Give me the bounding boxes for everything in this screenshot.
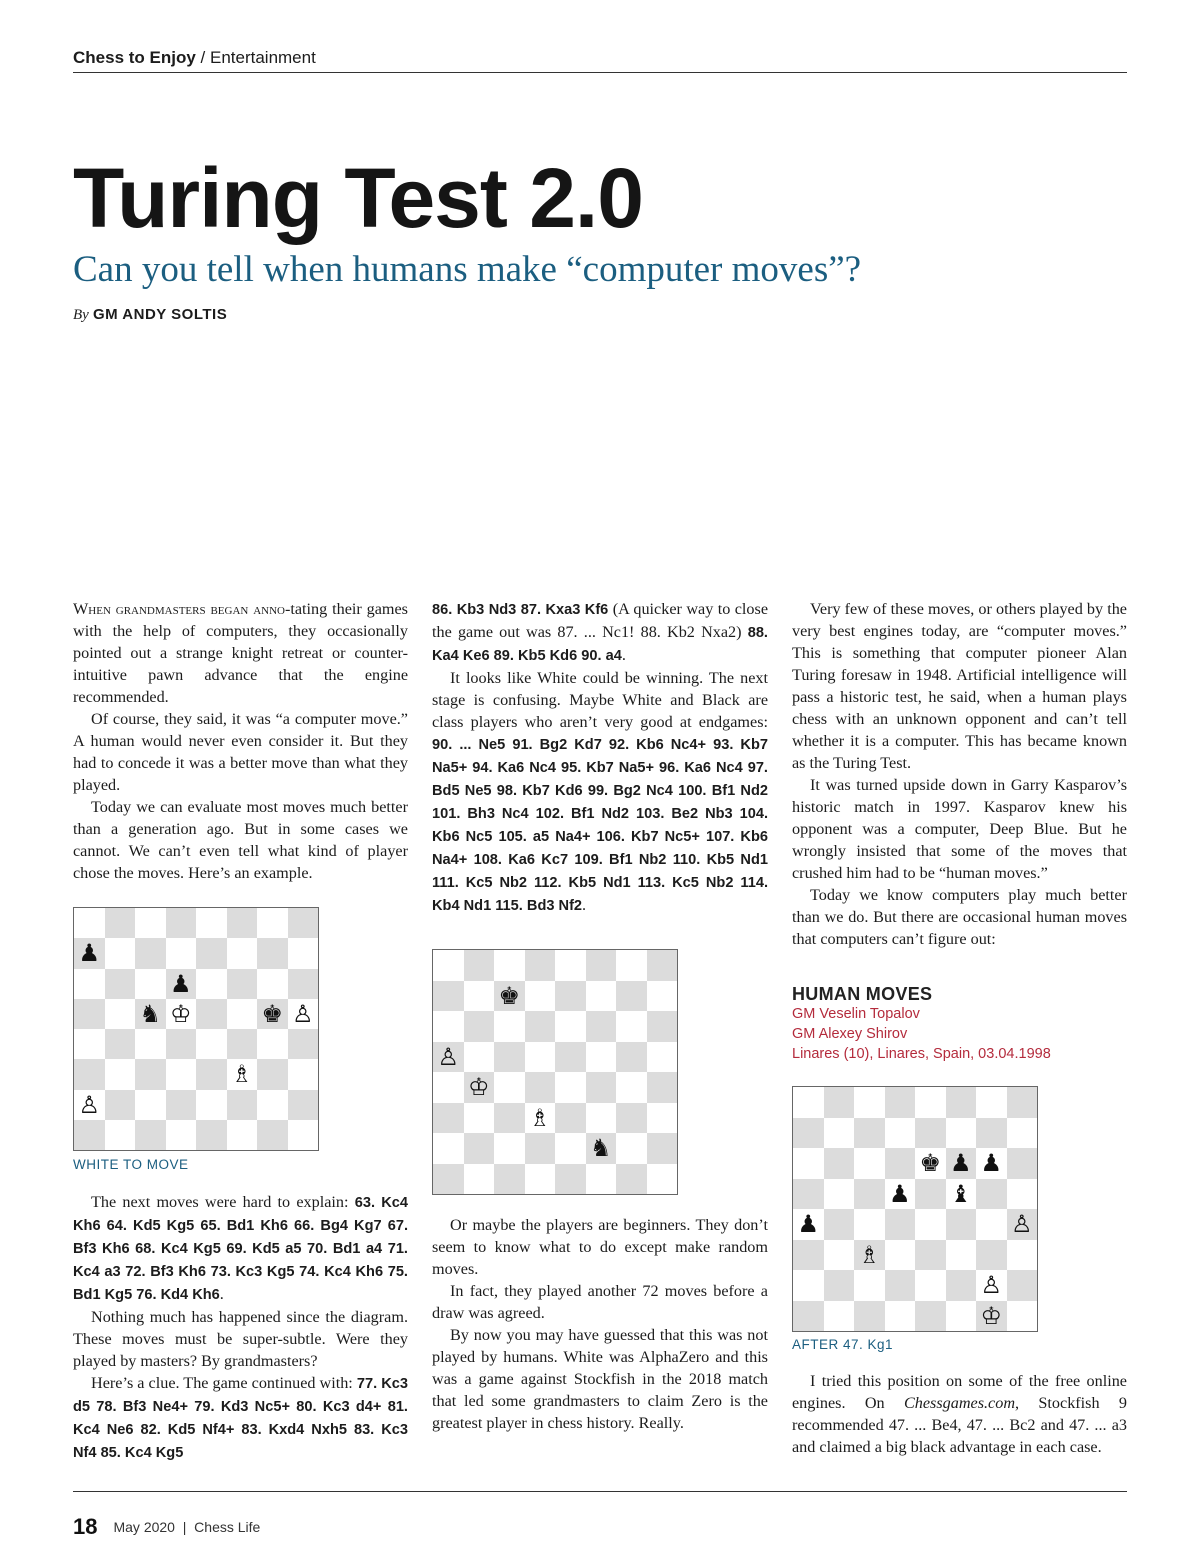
board-square	[824, 1118, 855, 1149]
board-square	[946, 1087, 977, 1118]
board-square	[586, 1042, 617, 1073]
board-square	[525, 950, 556, 981]
white-bishop-icon: ♗	[528, 1103, 551, 1132]
board-square	[525, 981, 556, 1012]
magazine-name: Chess Life	[194, 1519, 261, 1535]
board-square	[74, 908, 105, 938]
paragraph-text: tating their games with the help of computers, they occasionally pointed out a strange knight retreat or counter-intuitive pawn advance that the engine recommended.	[73, 600, 408, 706]
black-pawn-icon: ♟	[797, 1210, 819, 1239]
board-square	[433, 1103, 464, 1134]
black-knight-icon: ♞	[589, 1134, 612, 1163]
white-king-icon: ♔	[169, 999, 192, 1028]
board-square	[196, 969, 227, 999]
board-square	[616, 1103, 647, 1134]
board-square	[854, 1148, 885, 1179]
board-square	[196, 1059, 227, 1089]
board-square	[494, 1133, 525, 1164]
board-square	[854, 1118, 885, 1149]
board-square	[976, 1270, 1007, 1301]
drop-caps-lead: When grandmasters began anno-	[73, 600, 291, 618]
board-square	[433, 981, 464, 1012]
board-square	[915, 1148, 946, 1179]
board-square	[915, 1179, 946, 1210]
column-1-continued	[73, 1191, 408, 1464]
black-king-icon: ♚	[919, 1149, 941, 1178]
board-square	[647, 1042, 678, 1073]
paragraph: Or maybe the players are beginners. They don’t seem to know what to do except make random moves.	[432, 1216, 768, 1278]
board-square	[1007, 1301, 1038, 1332]
category-name: Entertainment	[209, 48, 316, 67]
board-square	[166, 1029, 197, 1059]
white-pawn-icon: ♙	[980, 1271, 1002, 1300]
paragraph-text: Here’s a clue. The game continued with:	[91, 1374, 357, 1392]
board-square	[166, 999, 197, 1029]
board-square	[885, 1118, 916, 1149]
board-square	[227, 1059, 258, 1089]
website-name: Chessgames.com	[903, 1394, 1016, 1412]
board-square	[464, 950, 495, 981]
board-square	[946, 1240, 977, 1271]
board-square	[586, 981, 617, 1012]
board-square	[227, 938, 258, 968]
board-square	[257, 1029, 288, 1059]
board-square	[257, 969, 288, 999]
board-square	[555, 1072, 586, 1103]
board-square	[915, 1270, 946, 1301]
board-square	[555, 1103, 586, 1134]
paragraph	[792, 1370, 1127, 1458]
footer-rule	[73, 1491, 1127, 1492]
byline-prefix: By	[73, 307, 89, 323]
board-square	[824, 1301, 855, 1332]
board-square	[525, 1103, 556, 1134]
section-name: Chess to Enjoy	[73, 48, 196, 67]
board-square	[135, 1029, 166, 1059]
board-square	[647, 1164, 678, 1195]
board-square	[793, 1270, 824, 1301]
board-square	[135, 938, 166, 968]
board-square	[616, 1011, 647, 1042]
white-bishop-icon: ♗	[230, 1060, 253, 1089]
board-square	[885, 1179, 916, 1210]
paragraph	[73, 1191, 408, 1306]
black-pawn-icon: ♟	[78, 939, 100, 968]
article-title: Turing Test 2.0	[73, 151, 643, 245]
board-square	[433, 950, 464, 981]
board-square	[196, 1090, 227, 1120]
board-square	[824, 1148, 855, 1179]
board-square	[854, 1301, 885, 1332]
white-pawn-icon: ♙	[437, 1042, 459, 1071]
diagram-caption-3: AFTER 47. Kg1	[792, 1337, 894, 1352]
game-event: Linares (10), Linares, Spain, 03.04.1998	[792, 1046, 1051, 1062]
board-square	[105, 999, 136, 1029]
white-bishop-icon: ♗	[858, 1240, 880, 1269]
board-square	[793, 1087, 824, 1118]
issue-date: May 2020	[113, 1519, 175, 1535]
board-square	[616, 1042, 647, 1073]
board-square	[74, 969, 105, 999]
board-square	[166, 938, 197, 968]
white-pawn-icon: ♙	[291, 999, 314, 1028]
board-square	[793, 1240, 824, 1271]
board-square	[647, 1133, 678, 1164]
board-square	[885, 1087, 916, 1118]
paragraph-text: It looks like White could be winning. The next stage is confusing. Maybe White and Black are class players who aren’t very good at endgames:	[432, 669, 768, 731]
board-square	[288, 1090, 319, 1120]
board-square	[74, 1090, 105, 1120]
board-square	[464, 1164, 495, 1195]
board-square	[793, 1209, 824, 1240]
board-square	[946, 1209, 977, 1240]
board-square	[586, 1072, 617, 1103]
white-king-icon: ♔	[467, 1073, 490, 1102]
board-square	[647, 1103, 678, 1134]
board-square	[257, 908, 288, 938]
board-square	[793, 1148, 824, 1179]
board-square	[586, 1133, 617, 1164]
board-square	[135, 969, 166, 999]
board-square	[257, 1120, 288, 1150]
board-square	[555, 950, 586, 981]
board-square	[824, 1240, 855, 1271]
black-player: GM Alexey Shirov	[792, 1026, 908, 1042]
board-square	[525, 1042, 556, 1073]
board-square	[74, 1120, 105, 1150]
chess-diagram-3	[792, 1086, 1038, 1332]
paragraph: By now you may have guessed that this was not played by humans. White was AlphaZero and this was a game against Stockfish in the 2018 match that led some grandmasters to claim Zero is the greatest player in chess history. Really.	[432, 1326, 768, 1432]
board-square	[885, 1148, 916, 1179]
header-separator: /	[195, 48, 210, 67]
paragraph-text: The next moves were hard to explain:	[91, 1193, 355, 1211]
board-square	[288, 1029, 319, 1059]
board-square	[525, 1133, 556, 1164]
board-square	[946, 1118, 977, 1149]
board-square	[288, 908, 319, 938]
board-square	[1007, 1209, 1038, 1240]
board-square	[227, 1029, 258, 1059]
paragraph: Very few of these moves, or others played by the very best engines today, are “computer moves.” This is something that computer pioneer Alan Turing foresaw in 1948. Artificial intelligence will pass a historic test, he said, when a human plays chess with an unknown opponent and can’t tell whether it is a computer. This has became known as the Turing Test.	[792, 600, 1127, 772]
diagram-caption-1: WHITE TO MOVE	[73, 1157, 189, 1172]
black-king-icon: ♚	[261, 999, 283, 1028]
board-square	[976, 1148, 1007, 1179]
white-king-icon: ♔	[980, 1301, 1002, 1330]
board-square	[494, 1164, 525, 1195]
board-square	[854, 1179, 885, 1210]
board-square	[976, 1240, 1007, 1271]
board-square	[1007, 1270, 1038, 1301]
column-2	[432, 598, 768, 917]
board-square	[464, 1072, 495, 1103]
board-square	[946, 1270, 977, 1301]
paragraph-text: .	[219, 1285, 224, 1303]
white-player: GM Veselin Topalov	[792, 1006, 920, 1022]
board-square	[854, 1240, 885, 1271]
board-square	[647, 1011, 678, 1042]
board-square	[586, 950, 617, 981]
board-square	[433, 1042, 464, 1073]
board-square	[1007, 1118, 1038, 1149]
board-square	[555, 1133, 586, 1164]
board-square	[433, 1133, 464, 1164]
paragraph-text: , Stockfish 9 recommended 47. ... Be4, 47. ... Bc2 and 47. ... a3 and claimed a big black advantage in each case.	[792, 1394, 1128, 1456]
chess-diagram-1	[73, 907, 319, 1151]
footer-separator: |	[182, 1519, 187, 1535]
board-square	[824, 1179, 855, 1210]
board-square	[166, 908, 197, 938]
board-square	[976, 1179, 1007, 1210]
move-list: 86. Kb3 Nd3 87. Kxa3 Kf6	[432, 602, 609, 618]
board-square	[166, 1120, 197, 1150]
board-square	[257, 999, 288, 1029]
board-square	[647, 1072, 678, 1103]
board-square	[494, 950, 525, 981]
board-square	[288, 938, 319, 968]
byline-author: GM ANDY SOLTIS	[93, 306, 228, 323]
page-number: 18	[73, 1514, 98, 1539]
move-list: 63. Kc4 Kh6 64. Kd5 Kg5 65. Bd1 Kh6 66. Bg4 Kg7 67. Bf3 Kh6 68. Kc4 Kg5 69. Kd5 a5 70. Bd1 a4 71. Kc4 a3 72. Bf3 Kh6 73. Kc3 Kg5 74. Kc4 Kh6 75. Bd1 Kg5 76. Kd4 Kh6	[73, 1195, 408, 1303]
board-square	[915, 1301, 946, 1332]
human-moves-heading: HUMAN MOVES	[792, 984, 933, 1004]
board-square	[74, 1029, 105, 1059]
board-square	[433, 1164, 464, 1195]
board-square	[525, 1072, 556, 1103]
column-3	[792, 598, 1127, 950]
board-square	[227, 969, 258, 999]
board-square	[885, 1209, 916, 1240]
white-pawn-icon: ♙	[1010, 1210, 1033, 1239]
black-knight-icon: ♞	[139, 999, 161, 1028]
article-subtitle: Can you tell when humans make “computer moves”?	[73, 249, 862, 290]
board-square	[555, 1164, 586, 1195]
board-square	[166, 1059, 197, 1089]
board-square	[464, 1133, 495, 1164]
board-square	[494, 1011, 525, 1042]
board-square	[793, 1118, 824, 1149]
board-square	[196, 908, 227, 938]
board-square	[196, 1029, 227, 1059]
board-square	[915, 1118, 946, 1149]
board-square	[433, 1011, 464, 1042]
board-square	[885, 1270, 916, 1301]
board-square	[616, 981, 647, 1012]
board-square	[1007, 1240, 1038, 1271]
black-pawn-icon: ♟	[980, 1149, 1002, 1178]
board-square	[227, 999, 258, 1029]
running-header	[73, 48, 1127, 68]
page-footer	[73, 1514, 260, 1540]
board-square	[854, 1209, 885, 1240]
board-square	[105, 1120, 136, 1150]
paragraph	[432, 598, 768, 667]
paragraph-text: .	[582, 896, 587, 914]
board-square	[288, 999, 319, 1029]
board-square	[257, 1090, 288, 1120]
board-square	[135, 999, 166, 1029]
board-square	[946, 1148, 977, 1179]
paragraph-text: .	[621, 646, 626, 664]
board-square	[105, 908, 136, 938]
board-square	[196, 1120, 227, 1150]
board-square	[494, 981, 525, 1012]
board-square	[854, 1087, 885, 1118]
board-square	[227, 1120, 258, 1150]
board-square	[824, 1270, 855, 1301]
board-square	[494, 1103, 525, 1134]
board-square	[616, 1133, 647, 1164]
board-square	[105, 938, 136, 968]
board-square	[946, 1301, 977, 1332]
board-square	[227, 1090, 258, 1120]
board-square	[976, 1209, 1007, 1240]
paragraph: Of course, they said, it was “a computer move.” A human would never even consider it. But they had to concede it was a better move than what they played.	[73, 710, 408, 794]
byline	[73, 306, 227, 324]
board-square	[227, 908, 258, 938]
board-square	[288, 1059, 319, 1089]
board-square	[555, 1042, 586, 1073]
board-square	[74, 938, 105, 968]
board-square	[976, 1118, 1007, 1149]
board-square	[854, 1270, 885, 1301]
chess-diagram-2	[432, 949, 678, 1195]
black-pawn-icon: ♟	[169, 969, 192, 998]
board-square	[647, 950, 678, 981]
board-square	[135, 1090, 166, 1120]
board-square	[616, 1072, 647, 1103]
board-square	[288, 1120, 319, 1150]
board-square	[257, 938, 288, 968]
board-square	[586, 1164, 617, 1195]
board-square	[464, 981, 495, 1012]
board-square	[74, 1059, 105, 1089]
board-square	[915, 1240, 946, 1271]
black-king-icon: ♚	[498, 981, 520, 1010]
paragraph: Today we know computers play much better than we do. But there are occasional human moves that computers can’t figure out:	[792, 886, 1127, 948]
board-square	[135, 1059, 166, 1089]
board-square	[946, 1179, 977, 1210]
board-square	[586, 1103, 617, 1134]
column-2-continued	[432, 1214, 768, 1434]
board-square	[555, 981, 586, 1012]
black-pawn-icon: ♟	[949, 1149, 972, 1178]
board-square	[433, 1072, 464, 1103]
paragraph-text: (A quicker way to close the game out was 87. ... Nc1! 88. Kb2 Nxa2)	[432, 600, 768, 641]
board-square	[105, 1029, 136, 1059]
board-square	[166, 1090, 197, 1120]
board-square	[464, 1011, 495, 1042]
board-square	[1007, 1087, 1038, 1118]
column-1	[73, 598, 408, 884]
board-square	[464, 1042, 495, 1073]
paragraph	[73, 598, 408, 708]
board-square	[1007, 1179, 1038, 1210]
move-list: 77. Kc3 d5 78. Bf3 Ne4+ 79. Kd3 Nc5+ 80. Kc3 d4+ 81. Kc4 Ne6 82. Kd5 Nf4+ 83. Kxd4 Nxh5 83. Kc3 Nf4 85. Kc4 Kg5	[73, 1376, 408, 1461]
board-square	[885, 1240, 916, 1271]
column-3-continued	[792, 1370, 1127, 1458]
board-square	[105, 969, 136, 999]
board-square	[647, 981, 678, 1012]
paragraph-text: I tried this position on some of the free online engines. On	[792, 1372, 1127, 1412]
header-rule	[73, 72, 1127, 73]
board-square	[555, 1011, 586, 1042]
paragraph: It was turned upside down in Garry Kasparov’s historic match in 1997. Kasparov knew his opponent was a computer, Deep Blue. But he wrongly insisted that some of the moves that crushed him had to be “human moves.”	[792, 776, 1127, 882]
board-square	[1007, 1148, 1038, 1179]
board-square	[525, 1011, 556, 1042]
board-square	[525, 1164, 556, 1195]
paragraph	[73, 1372, 408, 1464]
board-square	[976, 1301, 1007, 1332]
board-square	[793, 1179, 824, 1210]
board-square	[196, 999, 227, 1029]
board-square	[196, 938, 227, 968]
board-square	[464, 1103, 495, 1134]
black-pawn-icon: ♟	[888, 1179, 911, 1208]
board-square	[915, 1087, 946, 1118]
black-bishop-icon: ♝	[949, 1179, 972, 1208]
board-square	[74, 999, 105, 1029]
board-square	[105, 1090, 136, 1120]
board-square	[288, 969, 319, 999]
board-square	[824, 1087, 855, 1118]
board-square	[105, 1059, 136, 1089]
board-square	[135, 908, 166, 938]
board-square	[257, 1059, 288, 1089]
board-square	[915, 1209, 946, 1240]
board-square	[976, 1087, 1007, 1118]
white-pawn-icon: ♙	[78, 1090, 100, 1119]
move-list: 90. ... Ne5 91. Bg2 Kd7 92. Kb6 Nc4+ 93. Kb7 Na5+ 94. Ka6 Nc4 95. Kb7 Na5+ 96. Ka6 Nc4 97. Bd5 Ne5 98. Kb7 Kd6 99. Bg2 Nc4 100. Bf1 Nd2 101. Bh3 Nc4 102. Bf1 Nd2 103. Be2 Nb3 104. Kb6 Nc5 105. a5 Na4+ 106. Kb7 Nc5+ 107. Kb6 Na4+ 108. Ka6 Kc7 109. Bf1 Nb2 110. Kb5 Nd1 111. Kc5 Nb2 112. Kb5 Nd1 113. Kc5 Nb2 114. Kb4 Nd1 115. Bd3 Nf2	[432, 737, 768, 914]
board-square	[166, 969, 197, 999]
board-square	[824, 1209, 855, 1240]
board-square	[586, 1011, 617, 1042]
board-square	[616, 1164, 647, 1195]
board-square	[885, 1301, 916, 1332]
paragraph: Nothing much has happened since the diagram. These moves must be super-subtle. Were they played by masters? By grandmasters?	[73, 1308, 408, 1370]
paragraph: In fact, they played another 72 moves before a draw was agreed.	[432, 1282, 768, 1322]
board-square	[494, 1042, 525, 1073]
paragraph	[432, 667, 768, 917]
board-square	[135, 1120, 166, 1150]
paragraph: Today we can evaluate most moves much better than a generation ago. But in some cases we cannot. We can’t even tell what kind of player chose the moves. Here’s an example.	[73, 798, 408, 882]
board-square	[494, 1072, 525, 1103]
move-list: 88. Ka4 Ke6 89. Kb5 Kd6 90. a4	[432, 625, 768, 664]
board-square	[793, 1301, 824, 1332]
board-square	[616, 950, 647, 981]
